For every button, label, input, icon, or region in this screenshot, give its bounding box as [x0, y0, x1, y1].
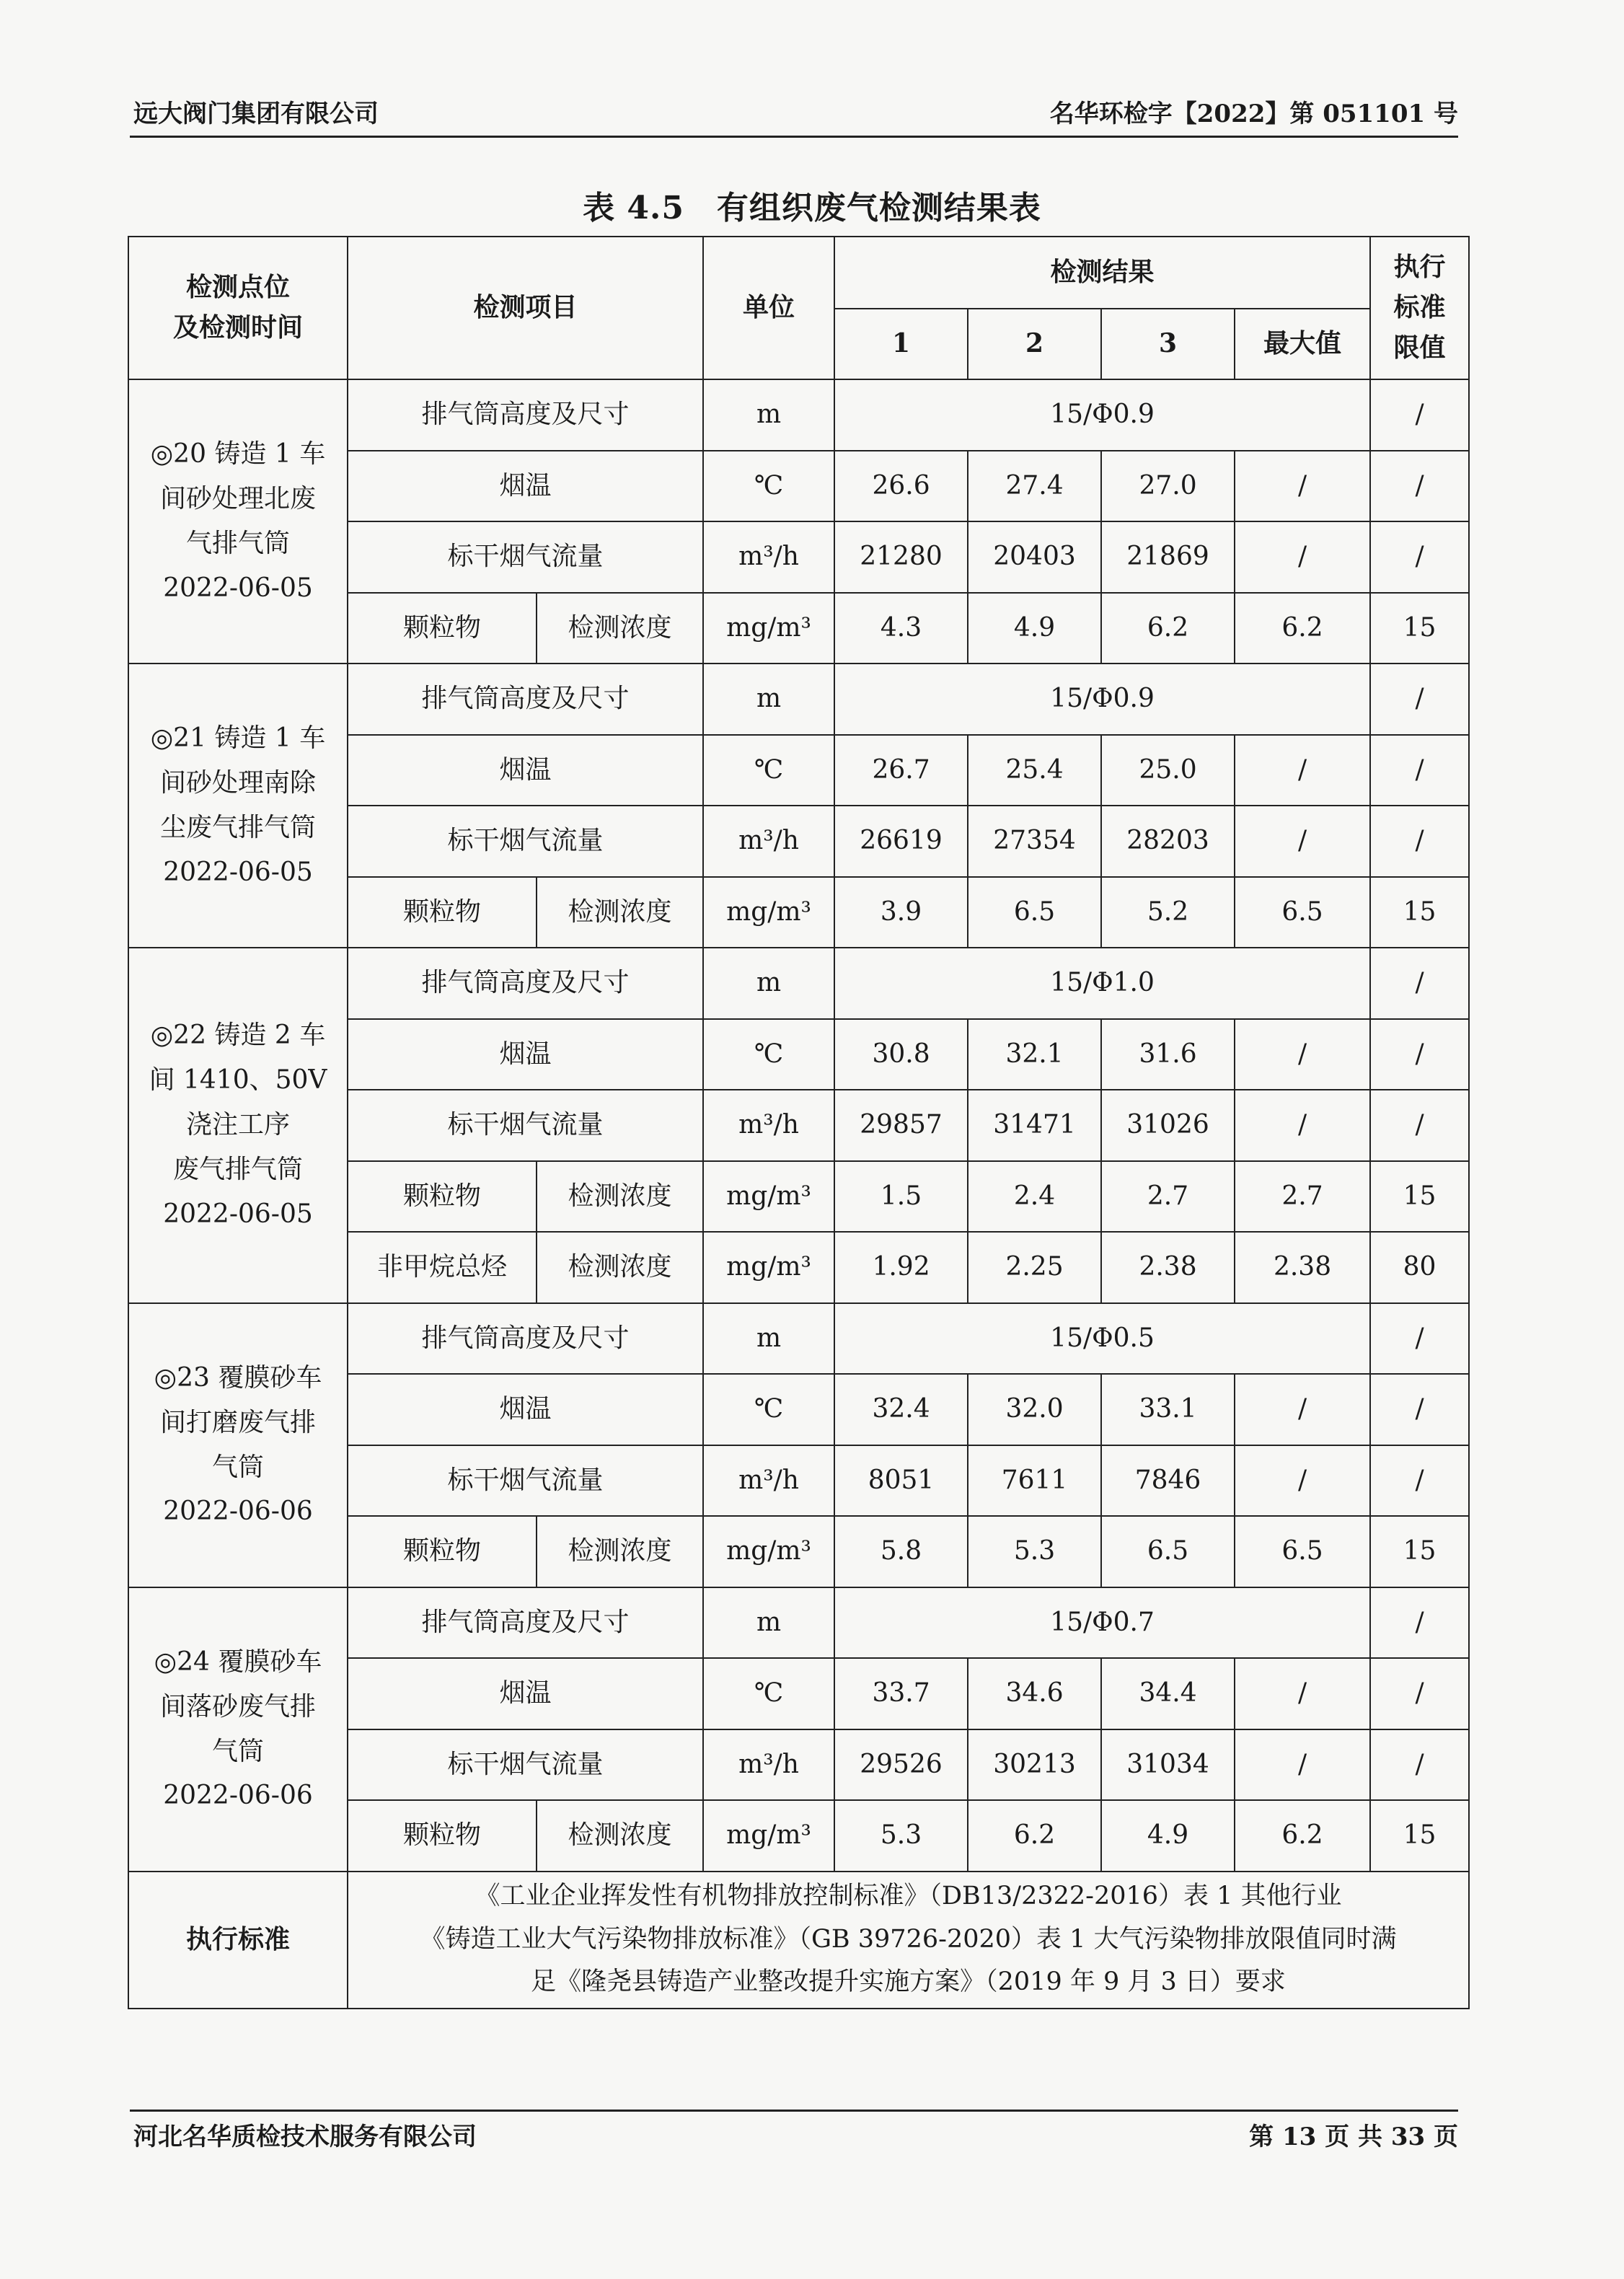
pollutant-name: 颗粒物	[348, 877, 537, 948]
emission-results-table	[128, 236, 1470, 2009]
unit: ℃	[703, 1019, 834, 1090]
item-label: 排气筒高度及尺寸	[348, 948, 703, 1019]
unit: m³/h	[703, 1445, 834, 1517]
pollutant-metric: 检测浓度	[537, 1800, 703, 1872]
sampling-point: ◎20 铸造 1 车 间砂处理北废 气排气筒 2022-06-05	[128, 379, 348, 664]
row-stack-size	[128, 379, 1469, 451]
pollutant-metric: 检测浓度	[537, 1232, 703, 1303]
item-label: 标干烟气流量	[348, 1445, 703, 1517]
limit-value: /	[1370, 521, 1469, 593]
header-point: 检测点位 及检测时间	[128, 237, 348, 379]
result-1: 5.3	[834, 1800, 968, 1872]
unit: mg/m³	[703, 877, 834, 948]
result-3: 2.7	[1101, 1161, 1235, 1233]
sampling-point: ◎22 铸造 2 车 间 1410、50V 浇注工序 废气排气筒 2022-06-05	[128, 948, 348, 1303]
limit-value: /	[1370, 948, 1469, 1019]
limit-value: /	[1370, 806, 1469, 877]
max-value: 6.2	[1235, 1800, 1370, 1872]
max-value: /	[1235, 521, 1370, 593]
standard-text: 《工业企业挥发性有机物排放控制标准》（DB13/2322-2016）表 1 其他行业 《铸造工业大气污染物排放标准》（GB 39726-2020）表 1 大气污染物排放限值同时满 足《隆尧县铸造产业整改提升实施方案》（2019 年 9 月 3 日）要求	[348, 1872, 1469, 2009]
unit: mg/m³	[703, 1232, 834, 1303]
stack-size-value: 15/Φ0.9	[834, 664, 1370, 735]
item-label: 烟温	[348, 451, 703, 522]
result-2: 2.25	[968, 1232, 1101, 1303]
header-report-number: 名华环检字【2022】第 051101 号	[1049, 100, 1458, 128]
max-value: /	[1235, 1374, 1370, 1445]
pollutant-name: 非甲烷总烃	[348, 1232, 537, 1303]
unit: m	[703, 1587, 834, 1659]
max-value: /	[1235, 451, 1370, 522]
unit: mg/m³	[703, 1800, 834, 1872]
result-1: 26619	[834, 806, 968, 877]
limit-value: /	[1370, 1587, 1469, 1659]
sampling-point: ◎24 覆膜砂车 间落砂废气排 气筒 2022-06-06	[128, 1587, 348, 1872]
result-2: 27354	[968, 806, 1101, 877]
result-3: 7846	[1101, 1445, 1235, 1517]
footer-organization: 河北名华质检技术服务有限公司	[133, 2122, 477, 2151]
result-2: 6.5	[968, 877, 1101, 948]
limit-value: /	[1370, 735, 1469, 806]
result-2: 32.1	[968, 1019, 1101, 1090]
limit-value: /	[1370, 379, 1469, 451]
result-2: 5.3	[968, 1516, 1101, 1587]
result-3: 34.4	[1101, 1658, 1235, 1729]
limit-value: /	[1370, 1374, 1469, 1445]
unit: m	[703, 948, 834, 1019]
item-label: 烟温	[348, 735, 703, 806]
result-2: 7611	[968, 1445, 1101, 1517]
max-value: /	[1235, 1445, 1370, 1517]
unit: m	[703, 379, 834, 451]
result-3: 2.38	[1101, 1232, 1235, 1303]
result-2: 4.9	[968, 593, 1101, 664]
stack-size-value: 15/Φ0.5	[834, 1303, 1370, 1375]
row-stack-size	[128, 664, 1469, 735]
result-3: 27.0	[1101, 451, 1235, 522]
unit: mg/m³	[703, 1161, 834, 1233]
item-label: 排气筒高度及尺寸	[348, 1587, 703, 1659]
item-label: 烟温	[348, 1658, 703, 1729]
result-3: 6.5	[1101, 1516, 1235, 1587]
unit: m	[703, 1303, 834, 1375]
result-2: 20403	[968, 521, 1101, 593]
result-3: 33.1	[1101, 1374, 1235, 1445]
pollutant-name: 颗粒物	[348, 593, 537, 664]
result-1: 8051	[834, 1445, 968, 1517]
result-1: 30.8	[834, 1019, 968, 1090]
result-3: 6.2	[1101, 593, 1235, 664]
result-2: 32.0	[968, 1374, 1101, 1445]
limit-value: 80	[1370, 1232, 1469, 1303]
row-standard	[128, 1872, 1469, 2009]
max-value: /	[1235, 1729, 1370, 1801]
header-result-2: 2	[968, 309, 1101, 379]
unit: ℃	[703, 1374, 834, 1445]
unit: ℃	[703, 1658, 834, 1729]
result-2: 6.2	[968, 1800, 1101, 1872]
pollutant-metric: 检测浓度	[537, 1161, 703, 1233]
limit-value: /	[1370, 1019, 1469, 1090]
unit: m³/h	[703, 1090, 834, 1161]
result-2: 31471	[968, 1090, 1101, 1161]
pollutant-name: 颗粒物	[348, 1516, 537, 1587]
limit-value: 15	[1370, 1516, 1469, 1587]
result-1: 3.9	[834, 877, 968, 948]
result-3: 21869	[1101, 521, 1235, 593]
result-3: 31026	[1101, 1090, 1235, 1161]
item-label: 标干烟气流量	[348, 1729, 703, 1801]
footer-page-number: 第 13 页 共 33 页	[1249, 2122, 1458, 2151]
result-1: 26.6	[834, 451, 968, 522]
footer-divider	[130, 2110, 1458, 2112]
result-3: 31.6	[1101, 1019, 1235, 1090]
stack-size-value: 15/Φ0.7	[834, 1587, 1370, 1659]
limit-value: 15	[1370, 1800, 1469, 1872]
result-1: 21280	[834, 521, 968, 593]
item-label: 排气筒高度及尺寸	[348, 1303, 703, 1375]
result-3: 4.9	[1101, 1800, 1235, 1872]
max-value: /	[1235, 1090, 1370, 1161]
result-2: 30213	[968, 1729, 1101, 1801]
header-divider	[130, 136, 1458, 138]
result-1: 5.8	[834, 1516, 968, 1587]
max-value: /	[1235, 735, 1370, 806]
limit-value: /	[1370, 1303, 1469, 1375]
pollutant-metric: 检测浓度	[537, 877, 703, 948]
result-2: 25.4	[968, 735, 1101, 806]
result-2: 27.4	[968, 451, 1101, 522]
result-3: 5.2	[1101, 877, 1235, 948]
sampling-point: ◎23 覆膜砂车 间打磨废气排 气筒 2022-06-06	[128, 1303, 348, 1587]
result-1: 29526	[834, 1729, 968, 1801]
result-1: 26.7	[834, 735, 968, 806]
max-value: 6.5	[1235, 877, 1370, 948]
item-label: 排气筒高度及尺寸	[348, 379, 703, 451]
pollutant-name: 颗粒物	[348, 1161, 537, 1233]
unit: m	[703, 664, 834, 735]
header-unit: 单位	[703, 237, 834, 379]
unit: ℃	[703, 451, 834, 522]
limit-value: /	[1370, 1729, 1469, 1801]
max-value: 6.5	[1235, 1516, 1370, 1587]
result-3: 25.0	[1101, 735, 1235, 806]
result-1: 32.4	[834, 1374, 968, 1445]
row-stack-size	[128, 1587, 1469, 1659]
standard-label: 执行标准	[128, 1872, 348, 2009]
max-value: /	[1235, 1658, 1370, 1729]
stack-size-value: 15/Φ0.9	[834, 379, 1370, 451]
result-1: 33.7	[834, 1658, 968, 1729]
header-max: 最大值	[1235, 309, 1370, 379]
result-1: 1.92	[834, 1232, 968, 1303]
header-item: 检测项目	[348, 237, 703, 379]
result-2: 34.6	[968, 1658, 1101, 1729]
header-result-3: 3	[1101, 309, 1235, 379]
header-result-1: 1	[834, 309, 968, 379]
item-label: 标干烟气流量	[348, 521, 703, 593]
limit-value: /	[1370, 664, 1469, 735]
max-value: 6.2	[1235, 593, 1370, 664]
max-value: /	[1235, 1019, 1370, 1090]
item-label: 标干烟气流量	[348, 806, 703, 877]
limit-value: /	[1370, 1445, 1469, 1517]
limit-value: 15	[1370, 877, 1469, 948]
result-1: 1.5	[834, 1161, 968, 1233]
unit: m³/h	[703, 806, 834, 877]
max-value: /	[1235, 806, 1370, 877]
limit-value: /	[1370, 1658, 1469, 1729]
result-1: 4.3	[834, 593, 968, 664]
limit-value: 15	[1370, 593, 1469, 664]
table-title: 表 4.5 有组织废气检测结果表	[583, 190, 1041, 226]
max-value: 2.7	[1235, 1161, 1370, 1233]
unit: mg/m³	[703, 593, 834, 664]
stack-size-value: 15/Φ1.0	[834, 948, 1370, 1019]
pollutant-name: 颗粒物	[348, 1800, 537, 1872]
header-limit: 执行 标准 限值	[1370, 237, 1469, 379]
item-label: 烟温	[348, 1019, 703, 1090]
unit: m³/h	[703, 1729, 834, 1801]
item-label: 排气筒高度及尺寸	[348, 664, 703, 735]
pollutant-metric: 检测浓度	[537, 593, 703, 664]
unit: m³/h	[703, 521, 834, 593]
unit: ℃	[703, 735, 834, 806]
result-3: 28203	[1101, 806, 1235, 877]
row-stack-size	[128, 948, 1469, 1019]
limit-value: /	[1370, 1090, 1469, 1161]
result-2: 2.4	[968, 1161, 1101, 1233]
limit-value: 15	[1370, 1161, 1469, 1233]
header-company: 远大阀门集团有限公司	[133, 100, 379, 128]
header-results: 检测结果	[834, 237, 1370, 309]
item-label: 标干烟气流量	[348, 1090, 703, 1161]
result-1: 29857	[834, 1090, 968, 1161]
unit: mg/m³	[703, 1516, 834, 1587]
pollutant-metric: 检测浓度	[537, 1516, 703, 1587]
item-label: 烟温	[348, 1374, 703, 1445]
row-stack-size	[128, 1303, 1469, 1375]
max-value: 2.38	[1235, 1232, 1370, 1303]
sampling-point: ◎21 铸造 1 车 间砂处理南除 尘废气排气筒 2022-06-05	[128, 664, 348, 948]
limit-value: /	[1370, 451, 1469, 522]
result-3: 31034	[1101, 1729, 1235, 1801]
